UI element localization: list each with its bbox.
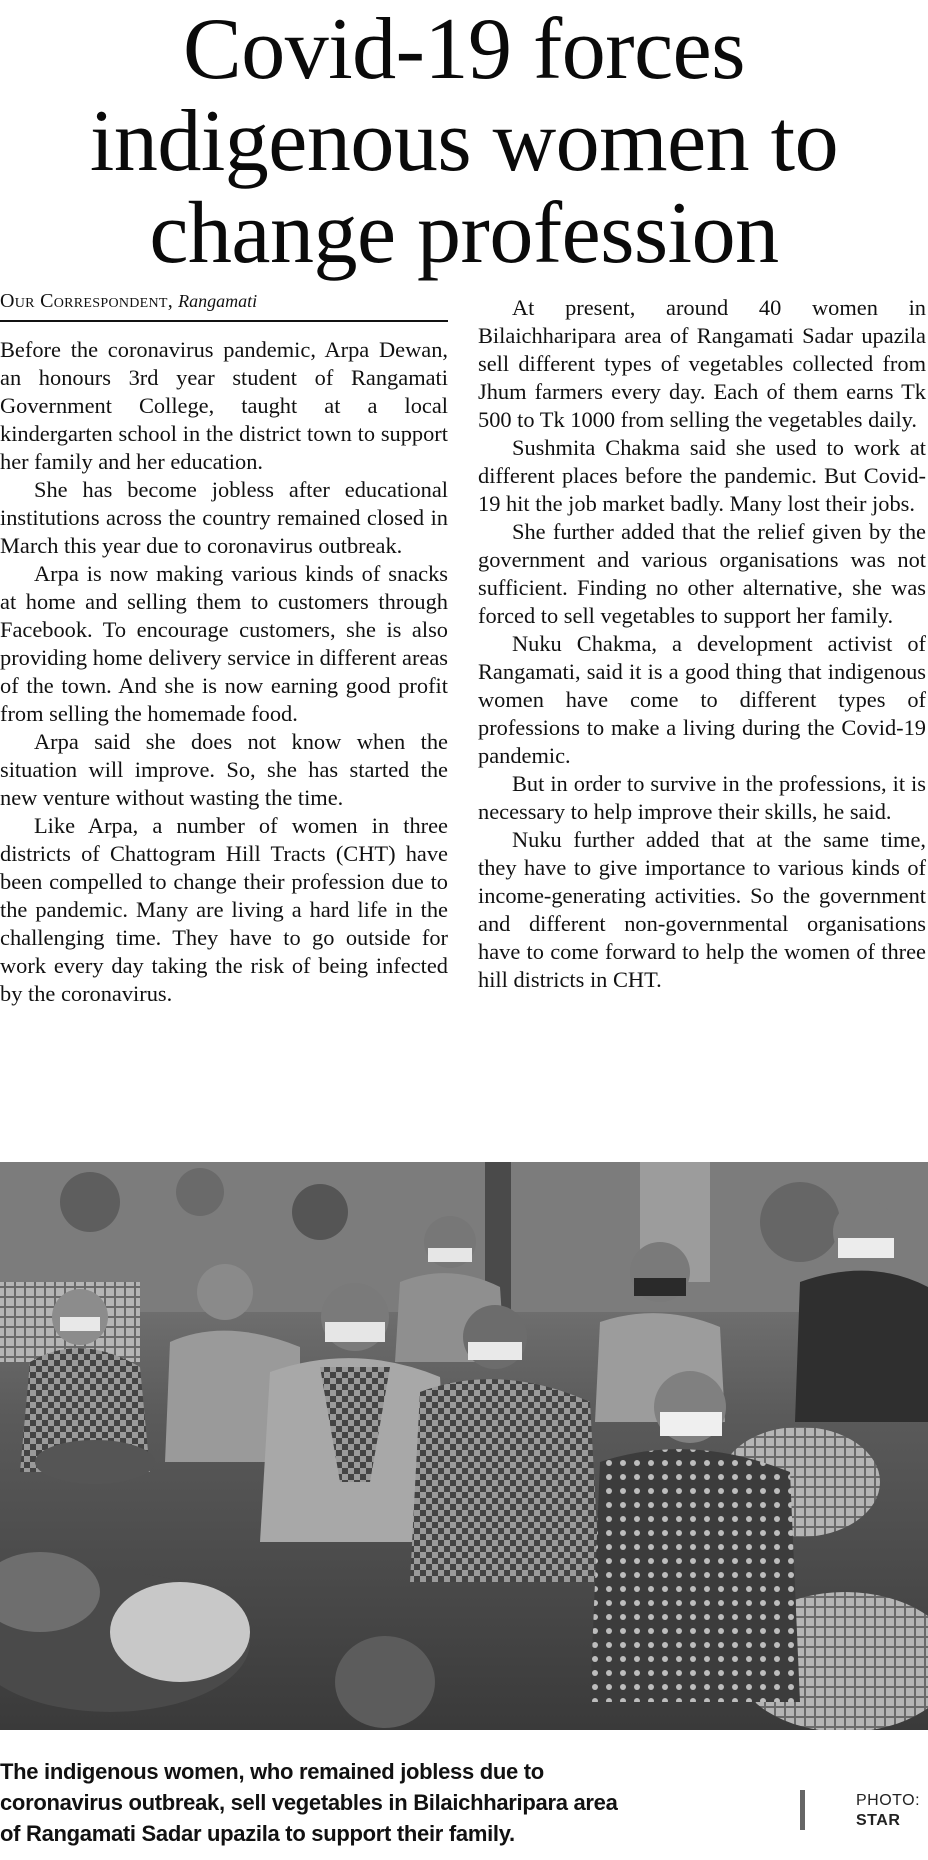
headline-line-3: change profession xyxy=(149,185,779,282)
article-column-left xyxy=(0,336,448,1008)
photo-caption: The indigenous women, who remained jobless due to coronavirus outbreak, sell vegetables in Bilaichharipara area of Rangamati Sadar upazila to support their family. xyxy=(0,1759,618,1846)
photo-credit xyxy=(856,1791,920,1831)
article-paragraph: She has become jobless after educational institutions across the country remained closed in March this year due to coronavirus outbreak. xyxy=(0,477,448,558)
headline-line-1: Covid-19 forces xyxy=(183,1,745,98)
article-paragraph: But in order to survive in the professions, it is necessary to help improve their skills, he said. xyxy=(478,771,926,824)
article-paragraph: She further added that the relief given by the government and various organisations was not sufficient. Finding no other alternative, she was forced to sell vegetables to support her family. xyxy=(478,519,926,628)
market-photo-illustration xyxy=(0,1162,928,1730)
article-paragraph: Nuku Chakma, a development activist of Rangamati, said it is a good thing that indigenous women have come to different types of professions to make a living during the Covid-19 pandemic. xyxy=(478,631,926,768)
market-photo xyxy=(0,1162,928,1730)
article-paragraph: Sushmita Chakma said she used to work at different places before the pandemic. But Covid-19 hit the job market badly. Many lost their jobs. xyxy=(478,435,926,516)
article-paragraph: Like Arpa, a number of women in three districts of Chattogram Hill Tracts (CHT) have been compelled to change their profession due to the pandemic. Many are living a hard life in the challenging time. They have to go outside for work every day taking the risk of being infected by the coronavirus. xyxy=(0,813,448,1006)
article-paragraph: Arpa is now making various kinds of snacks at home and selling them to customers through Facebook. To encourage customers, she is also providing home delivery service in different areas of the town. And she is now earning good profit from selling the homemade food. xyxy=(0,561,448,726)
byline-correspondent: Our Correspondent, xyxy=(0,290,174,312)
byline-location: Rangamati xyxy=(178,291,258,311)
headline-line-2: indigenous women to xyxy=(89,93,839,190)
photo-credit-label: PHOTO: xyxy=(856,1792,921,1809)
article-column-right xyxy=(478,294,926,994)
article-paragraph: Arpa said she does not know when the situation will improve. So, she has started the new venture without wasting the time. xyxy=(0,729,448,810)
byline xyxy=(0,288,448,322)
photo-credit-source: STAR xyxy=(856,1812,901,1829)
photo-credit-divider xyxy=(800,1790,805,1830)
article-paragraph: Nuku further added that at the same time, they have to give importance to various kinds of income-generating activities. So the government and different non-governmental organisations have to come forward to help the women of three hill districts in CHT. xyxy=(478,827,926,992)
headline xyxy=(0,1,928,282)
article-paragraph: At present, around 40 women in Bilaichharipara area of Rangamati Sadar upazila sell different types of vegetables collected from Jhum farmers every day. Each of them earns Tk 500 to Tk 1000 from selling the vegetables daily. xyxy=(478,295,926,432)
article-paragraph: Before the coronavirus pandemic, Arpa Dewan, an honours 3rd year student of Rangamati Government College, taught at a local kindergarten school in the district town to support her family and her education. xyxy=(0,337,448,474)
